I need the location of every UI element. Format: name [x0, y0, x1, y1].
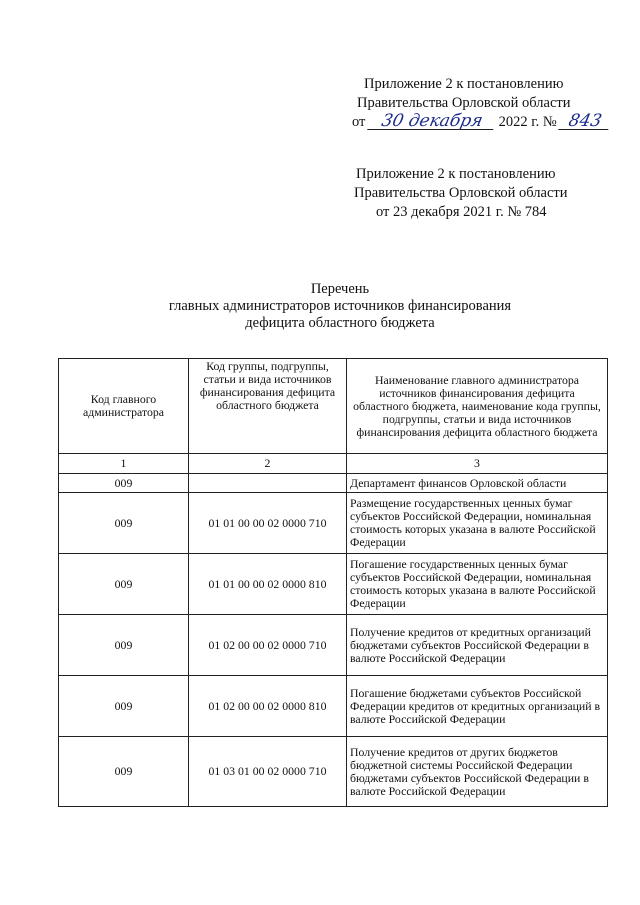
header-source-code: Код группы, подгруппы, статьи и вида источников финансирования дефицита областного бюджета	[189, 359, 347, 454]
approval-header-new	[352, 75, 610, 132]
name-cell: Получение кредитов от кредитных организаций бюджетами субъектов Российской Федерации в валюте Российской Федерации	[347, 615, 608, 676]
header-new-line2: Правительства Орловской области	[357, 95, 571, 111]
header-old-line1: Приложение 2 к постановлению	[356, 166, 556, 182]
approval-header-old	[354, 165, 568, 222]
table-row	[59, 474, 608, 493]
source-code-cell: 01 02 00 00 02 0000 810	[189, 676, 347, 737]
name-cell: Погашение государственных ценных бумаг субъектов Российской Федерации, номинальная стоимость которых указана в валюте Российской Федерации	[347, 554, 608, 615]
source-code-cell: 01 01 00 00 02 0000 710	[189, 493, 347, 554]
header-name: Наименование главного администратора источников финансирования дефицита областного бюджета, наименование кода группы, подгруппы, статьи и вида источников финансирования дефицита областного бюджета	[347, 359, 608, 454]
document-title	[90, 281, 590, 332]
admin-code-cell: 009	[59, 676, 189, 737]
title-line1: Перечень	[310, 281, 370, 297]
admin-code-cell: 009	[59, 493, 189, 554]
admin-code-cell: 009	[59, 554, 189, 615]
col-number-3: 3	[347, 454, 608, 474]
col-number-2: 2	[189, 454, 347, 474]
source-code-cell: 01 03 01 00 02 0000 710	[189, 737, 347, 807]
admin-code-cell: 009	[59, 474, 189, 493]
header-new-from: от	[352, 114, 366, 130]
table-row	[59, 676, 608, 737]
administrators-table	[58, 358, 608, 807]
title-line3: дефицита областного бюджета	[245, 315, 435, 331]
name-cell: Погашение бюджетами субъектов Российской Федерации кредитов от кредитных организаций в валюте Российской Федерации	[347, 676, 608, 737]
source-code-cell: 01 02 00 00 02 0000 710	[189, 615, 347, 676]
header-old-line2: Правительства Орловской области	[354, 185, 568, 201]
handwritten-date: 30 декабря	[367, 113, 497, 130]
table-row	[59, 493, 608, 554]
name-cell: Департамент финансов Орловской области	[347, 474, 608, 493]
header-new-line3	[352, 113, 610, 132]
admin-code-cell: 009	[59, 615, 189, 676]
header-admin-code: Код главного администратора	[59, 359, 189, 454]
admin-code-cell: 009	[59, 737, 189, 807]
header-new-year: 2022 г. №	[498, 114, 557, 130]
name-cell: Получение кредитов от других бюджетов бюджетной системы Российской Федерации бюджетами субъектов Российской Федерации в валюте Российской Федерации	[347, 737, 608, 807]
source-code-cell: 01 01 00 00 02 0000 810	[189, 554, 347, 615]
table-row	[59, 737, 608, 807]
header-new-line1: Приложение 2 к постановлению	[364, 76, 564, 92]
table-header-row	[59, 359, 608, 454]
table-number-row	[59, 454, 608, 474]
name-cell: Размещение государственных ценных бумаг субъектов Российской Федерации, номинальная стоимость которых указана в валюте Российской Федерации	[347, 493, 608, 554]
handwritten-number: 843	[559, 113, 613, 130]
col-number-1: 1	[59, 454, 189, 474]
title-line2: главных администраторов источников финансирования	[168, 298, 512, 314]
source-code-cell	[189, 474, 347, 493]
table-row	[59, 554, 608, 615]
table-row	[59, 615, 608, 676]
header-old-line3: от 23 декабря 2021 г. № 784	[376, 204, 547, 220]
